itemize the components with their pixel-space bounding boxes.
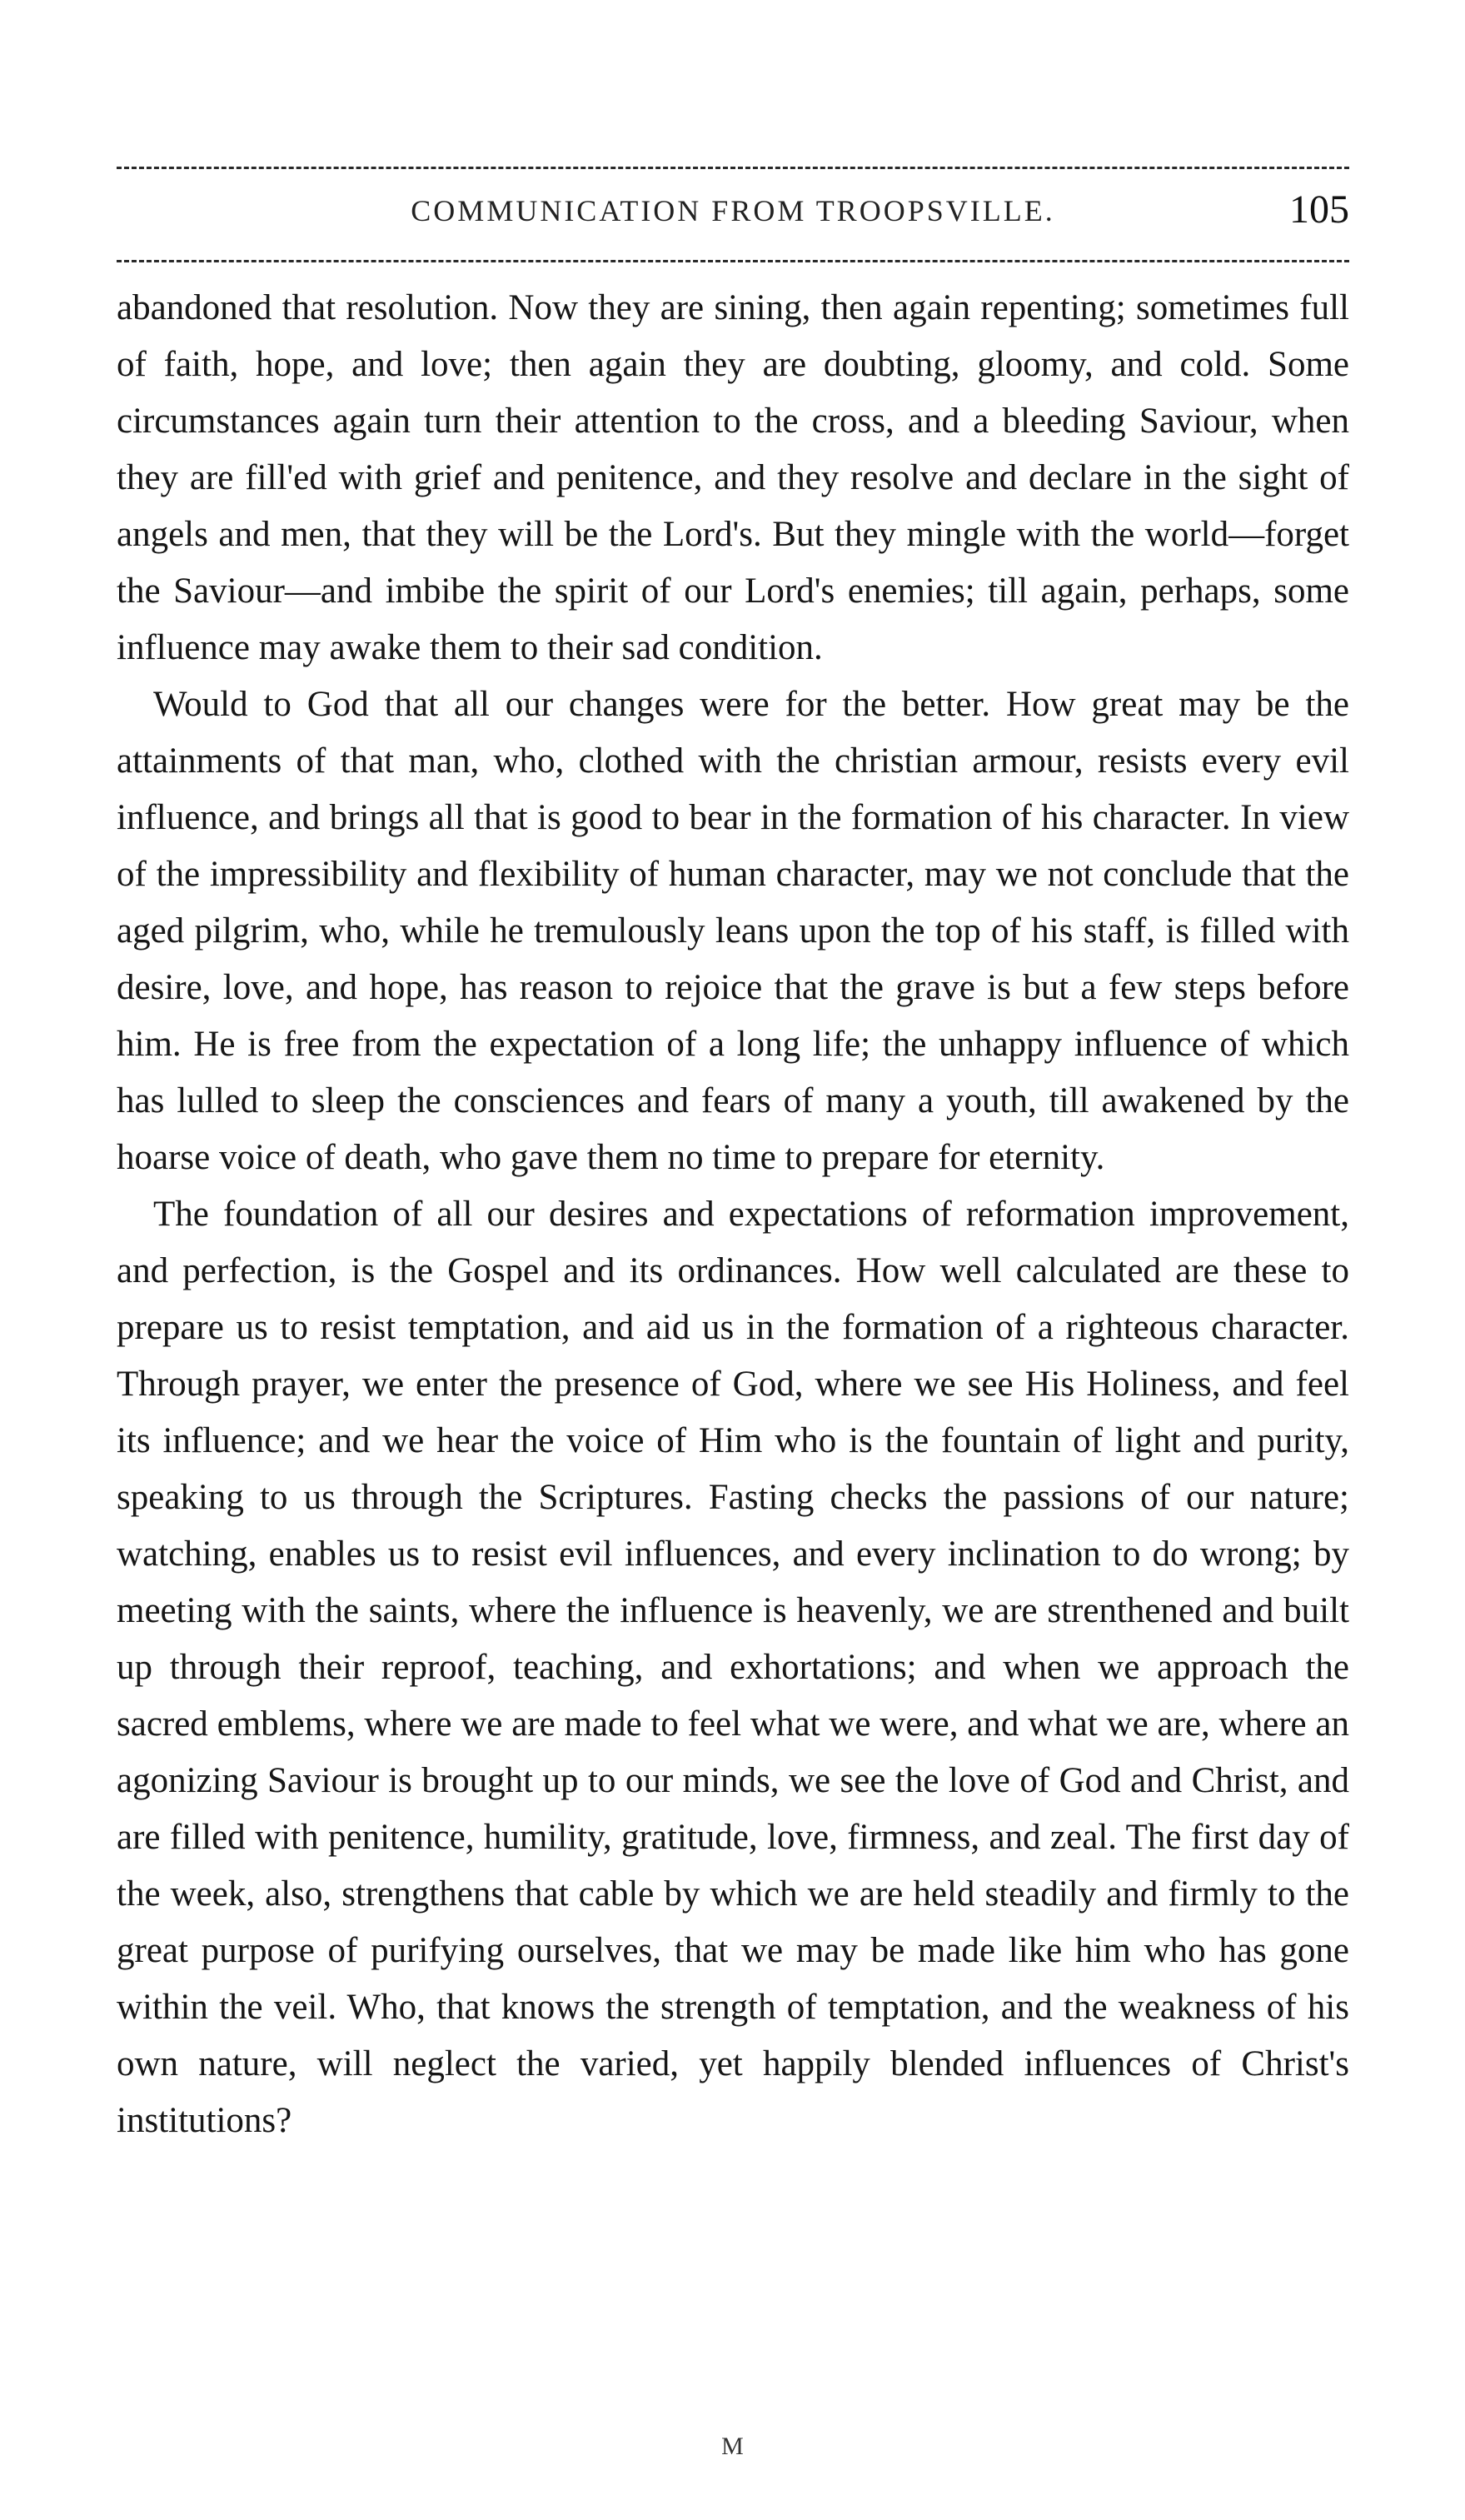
paragraph-continued: abandoned that resolution. Now they are sining, then again repenting; sometimes full of faith, hope, and love; then again they are doubting, gloomy, and cold. Some circumstances again turn their attention to the cross, and a bleeding Saviour, when they are fill'ed with grief and penitence, and they resolve and declare in the sight of angels and men, that they will be the Lord's. But they mingle with the world—forget the Saviour—and imbibe the spirit of our Lord's enemies; till again, perhaps, some influence may awake them to their sad condition. (117, 288, 1349, 667)
page-number: 105 (1289, 187, 1349, 232)
header-rule-bottom (117, 260, 1349, 262)
running-title: COMMUNICATION FROM TROOPSVILLE. (411, 194, 1055, 227)
running-head (117, 185, 1349, 243)
paragraph: Would to God that all our changes were for the better. How great may be the attainments of that man, who, clothed with the christian armour, resists every evil influence, and brings all that is good to bear in the formation of his character. In view of the impressibility and flexibility of human character, may we not conclude that the aged pilgrim, who, while he tremulously leans upon the top of his staff, is filled with desire, love, and hope, has reason to rejoice that the grave is but a few steps before him. He is free from the expectation of a long life; the unhappy influence of which has lulled to sleep the consciences and fears of many a youth, till awakened by the hoarse voice of death, who gave them no time to prepare for eternity. (117, 685, 1349, 1177)
header-rule-top (117, 167, 1349, 169)
body-text (117, 280, 1349, 2149)
paragraph: The foundation of all our desires and expectations of reformation improvement, and perfection, is the Gospel and its ordinances. How well calculated are these to prepare us to resist temptation, and aid us in the formation of a righteous character. Through prayer, we enter the presence of God, where we see His Holiness, and feel its influence; and we hear the voice of Him who is the fountain of light and purity, speaking to us through the Scriptures. Fasting checks the passions of our nature; watching, enables us to resist evil influences, and every inclination to do wrong; by meeting with the saints, where the influence is heavenly, we are strenthened and built up through their reproof, teaching, and exhortations; and when we approach the sacred emblems, where we are made to feel what we were, and what we are, where an agonizing Saviour is brought up to our minds, we see the love of God and Christ, and are filled with penitence, humility, gratitude, love, firmness, and zeal. The first day of the week, also, strengthens that cable by which we are held steadily and firmly to the great purpose of purifying ourselves, that we may be made like him who has gone within the veil. Who, that knows the strength of temptation, and the weakness of his own nature, will neglect the varied, yet happily blended influences of Christ's institutions? (117, 1195, 1349, 2140)
signature-mark: M (721, 2433, 744, 2460)
